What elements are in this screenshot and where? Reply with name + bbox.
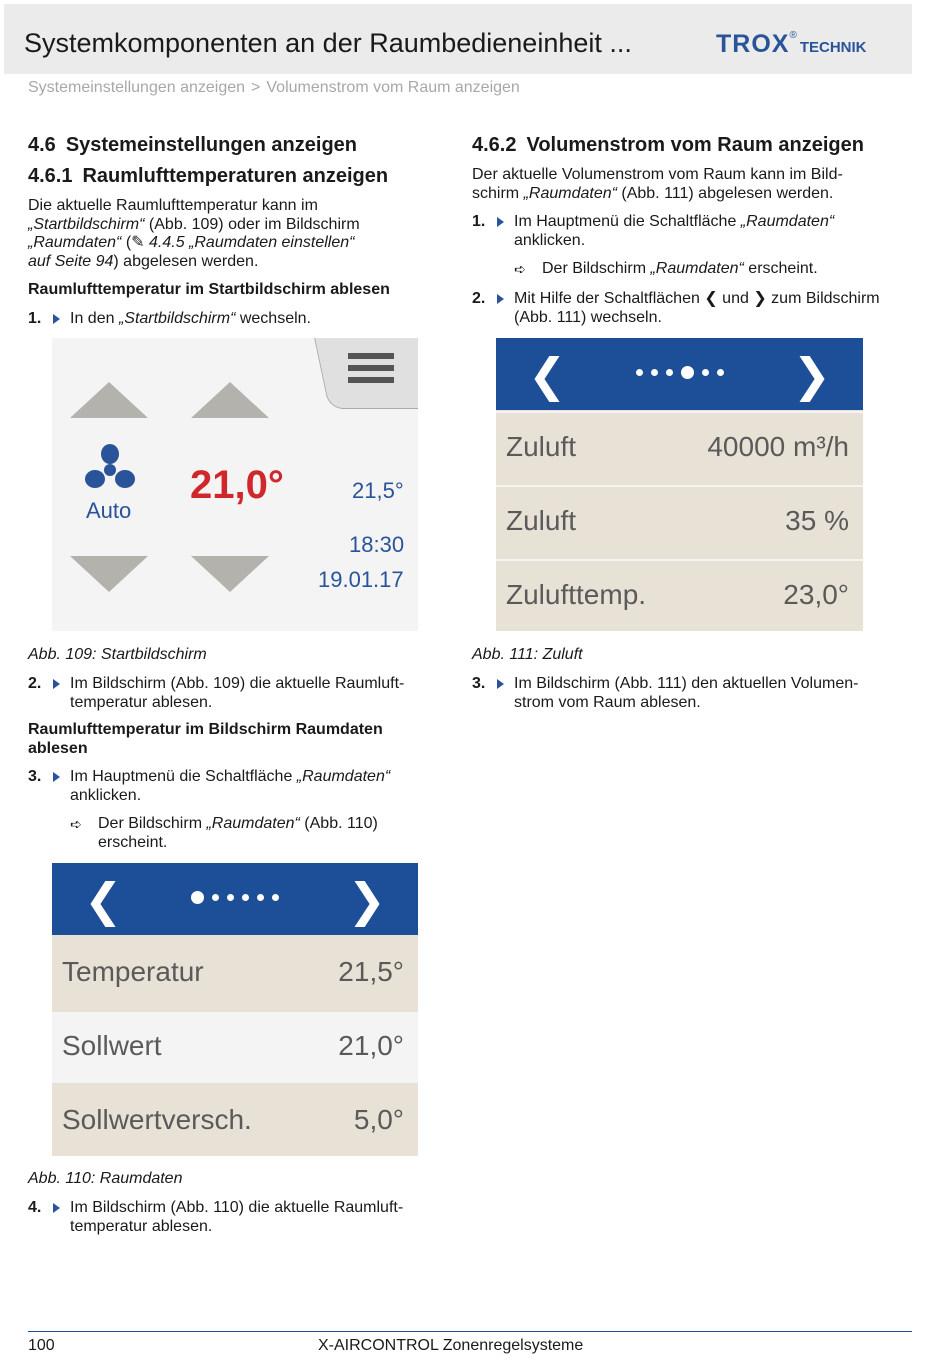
row-value: 40000 m³/h [707, 431, 849, 462]
row-value: 5,0° [353, 1104, 404, 1135]
page-reference-link[interactable]: auf Seite 94 [28, 252, 114, 270]
page-dot [702, 369, 709, 376]
step-arrow-icon [497, 679, 504, 689]
page-dot [636, 369, 643, 376]
fan-icon [80, 444, 140, 494]
page-number: 100 [28, 1337, 55, 1354]
clock-time: 18:30 [349, 532, 405, 557]
text: (Abb. 109) oder im Bildschirm [144, 215, 360, 233]
text-line: Im Bildschirm (Abb. 109) die aktuelle Raumluft- [70, 675, 405, 692]
step-3 [28, 768, 428, 808]
row-divider [496, 485, 863, 487]
text: Im Hauptmenü die Schaltfläche [70, 768, 297, 785]
text-line: erscheint. [98, 833, 168, 851]
arrow-up-icon[interactable] [70, 382, 148, 418]
result-text [98, 815, 378, 852]
text-line [514, 290, 880, 309]
italic-term: „Raumdaten“ [206, 815, 300, 832]
step-text [514, 290, 880, 327]
italic-term: „Raumdaten“ [523, 184, 617, 202]
logo-sub: TECHNIK [799, 39, 867, 56]
subsection-title: Raumlufttemperaturen anzeigen [82, 165, 389, 187]
text-line: strom vom Raum ablesen. [514, 693, 701, 711]
step-number: 3. [28, 768, 42, 785]
text: ) abgelesen werden. [113, 252, 259, 270]
text: Der Bildschirm [98, 815, 207, 832]
text-line [28, 216, 428, 235]
list-item [52, 938, 418, 1009]
step-text [514, 675, 858, 712]
text: Mit Hilfe der Schaltflächen [514, 290, 705, 307]
page-dot [257, 894, 264, 901]
step-4 [28, 1199, 428, 1239]
text: erscheint. [743, 260, 818, 277]
page-dot-active [681, 366, 694, 379]
section-number: 4.6 [28, 134, 56, 156]
row-label: Sollwert [62, 1030, 162, 1061]
arrow-up-icon[interactable] [191, 382, 269, 418]
text-line [28, 253, 428, 272]
text-line: Im Bildschirm (Abb. 111) den aktuellen Volumen- [514, 675, 859, 692]
text-line [70, 768, 390, 787]
step-number: 2. [28, 675, 42, 692]
step-text [514, 213, 834, 250]
page-dot [651, 369, 658, 376]
setpoint-temperature: 21,5° [352, 478, 404, 503]
step-arrow-icon [497, 294, 504, 304]
text: (Abb. 110) [299, 815, 378, 832]
breadcrumb-item[interactable]: Volumenstrom vom Raum anzeigen [266, 79, 520, 96]
section-heading [28, 134, 357, 157]
page-title: Systemkomponenten an der Raumbedieneinheit ... [24, 28, 632, 58]
row-value: 23,0° [783, 579, 849, 610]
row-divider [496, 559, 863, 561]
text-line: Raumlufttemperatur im Bildschirm Raumdaten [28, 721, 383, 738]
nav-previous-button[interactable]: ❮ [84, 873, 123, 927]
breadcrumb [28, 79, 526, 97]
row-value: 21,0° [338, 1030, 404, 1061]
step-number: 4. [28, 1199, 42, 1216]
list-item [496, 487, 863, 558]
text: Der Bildschirm [542, 260, 651, 277]
clock-date: 19.01.17 [318, 567, 404, 592]
subsection-title: Volumenstrom vom Raum anzeigen [526, 134, 864, 156]
nav-next-button[interactable]: ❯ [792, 348, 831, 402]
list-item [496, 413, 863, 484]
text-line: (Abb. 111) wechseln. [514, 308, 662, 326]
text-line [28, 234, 428, 253]
section-title: Systemeinstellungen anzeigen [65, 134, 358, 156]
text: ( [121, 234, 132, 251]
startbildschirm-screen [52, 338, 418, 631]
text-line: Im Bildschirm (Abb. 110) die aktuelle Raumluft- [70, 1199, 404, 1216]
subsection-heading [28, 165, 388, 188]
sub-heading-startbildschirm: Raumlufttemperatur im Startbildschirm ablesen [28, 281, 390, 298]
text: In den [70, 310, 119, 327]
breadcrumb-item[interactable]: Systemeinstellungen anzeigen [28, 79, 246, 96]
italic-term: „Raumdaten“ [740, 213, 835, 230]
arrow-down-icon[interactable] [70, 556, 148, 592]
text-line: ablesen [28, 739, 88, 757]
text: zum Bildschirm [766, 290, 880, 307]
raumdaten-screen [52, 863, 418, 1156]
subsection-number: 4.6.2 [472, 134, 517, 156]
step-text [70, 1199, 403, 1236]
step-number: 1. [28, 310, 42, 327]
text-line [514, 213, 834, 232]
row-label: Sollwertversch. [62, 1104, 252, 1135]
page-dot [212, 894, 219, 901]
text-line: temperatur ablesen. [70, 1217, 213, 1235]
chevron-left-icon: ❮ [704, 290, 718, 307]
logo-main: TROX [716, 30, 790, 58]
row-divider [496, 411, 863, 413]
step-arrow-icon [497, 217, 504, 227]
step-2 [28, 675, 428, 715]
text-line [472, 185, 892, 204]
row-label: Zuluft [506, 505, 577, 536]
subsection-number: 4.6.1 [28, 165, 73, 187]
result-arrow-icon: ➪ [70, 816, 82, 832]
step-arrow-icon [53, 314, 60, 324]
footer-divider [28, 1331, 912, 1332]
step-3-result [70, 815, 430, 855]
logo-reg: ® [789, 30, 797, 41]
row-value: 35 % [785, 505, 849, 536]
menu-icon[interactable] [348, 353, 394, 389]
result-text [542, 260, 818, 279]
page-dot [227, 894, 234, 901]
step-number: 1. [472, 213, 486, 230]
arrow-down-icon[interactable] [191, 556, 269, 592]
step-text [70, 310, 311, 329]
text: und [717, 290, 754, 307]
step-arrow-icon [53, 679, 60, 689]
intro-paragraph [28, 197, 428, 271]
step-2 [472, 290, 902, 330]
nav-previous-button[interactable]: ❮ [528, 348, 567, 402]
text-line: anklicken. [514, 231, 586, 249]
text-line: anklicken. [70, 786, 142, 804]
list-item [52, 1086, 418, 1156]
row-label: Zuluft [506, 431, 577, 462]
text-line: Der aktuelle Volumenstrom vom Raum kann im Bild- [472, 166, 843, 183]
figure-caption: Abb. 110: Raumdaten [28, 1170, 183, 1187]
trox-logo [716, 30, 867, 58]
text-line: Die aktuelle Raumlufttemperatur kann im [28, 197, 318, 214]
document-name: X-AIRCONTROL Zonenregelsysteme [318, 1337, 584, 1354]
step-1-result [514, 260, 894, 280]
subsection-heading [472, 134, 864, 157]
intro-paragraph [472, 166, 892, 203]
page-dot-active [191, 891, 204, 904]
row-value: 21,5° [338, 956, 404, 987]
step-number: 2. [472, 290, 486, 307]
cross-reference-link[interactable]: ✎ 4.4.5 „Raumdaten einstellen“ [131, 234, 355, 251]
list-item [496, 561, 863, 631]
current-temperature: 21,0° [190, 463, 284, 507]
step-number: 3. [472, 675, 486, 692]
step-3 [472, 675, 892, 715]
step-arrow-icon [53, 772, 60, 782]
screen-nav-bar [52, 863, 418, 935]
list-item [52, 1012, 418, 1083]
text-line [98, 815, 378, 834]
page-dot [272, 894, 279, 901]
fan-mode-label: Auto [86, 498, 132, 523]
screen-nav-bar [496, 338, 863, 410]
step-text [70, 675, 404, 712]
sub-heading-raumdaten [28, 721, 428, 758]
step-text [70, 768, 390, 805]
text: Im Hauptmenü die Schaltfläche [514, 213, 741, 230]
nav-next-button[interactable]: ❯ [347, 873, 386, 927]
italic-term: „Raumdaten“ [28, 234, 122, 251]
text: schirm [472, 184, 524, 202]
page-dot [717, 369, 724, 376]
italic-term: „Raumdaten“ [296, 768, 391, 785]
step-1 [472, 213, 892, 253]
text: (Abb. 111) abgelesen werden. [616, 184, 834, 202]
italic-term: „Raumdaten“ [650, 260, 744, 277]
step-1 [28, 310, 428, 330]
breadcrumb-separator: > [251, 79, 261, 96]
italic-term: „Startbildschirm“ [28, 215, 145, 233]
text: wechseln. [235, 310, 311, 327]
row-label: Zulufttemp. [506, 579, 647, 610]
step-arrow-icon [53, 1203, 60, 1213]
result-arrow-icon: ➪ [514, 261, 526, 277]
page-dot [666, 369, 673, 376]
text-line: temperatur ablesen. [70, 693, 213, 711]
figure-caption: Abb. 109: Startbildschirm [28, 646, 207, 663]
chevron-right-icon: ❯ [753, 290, 767, 307]
page-dot [242, 894, 249, 901]
figure-caption: Abb. 111: Zuluft [472, 646, 583, 663]
row-label: Temperatur [62, 956, 204, 987]
italic-term: „Startbildschirm“ [118, 310, 236, 327]
